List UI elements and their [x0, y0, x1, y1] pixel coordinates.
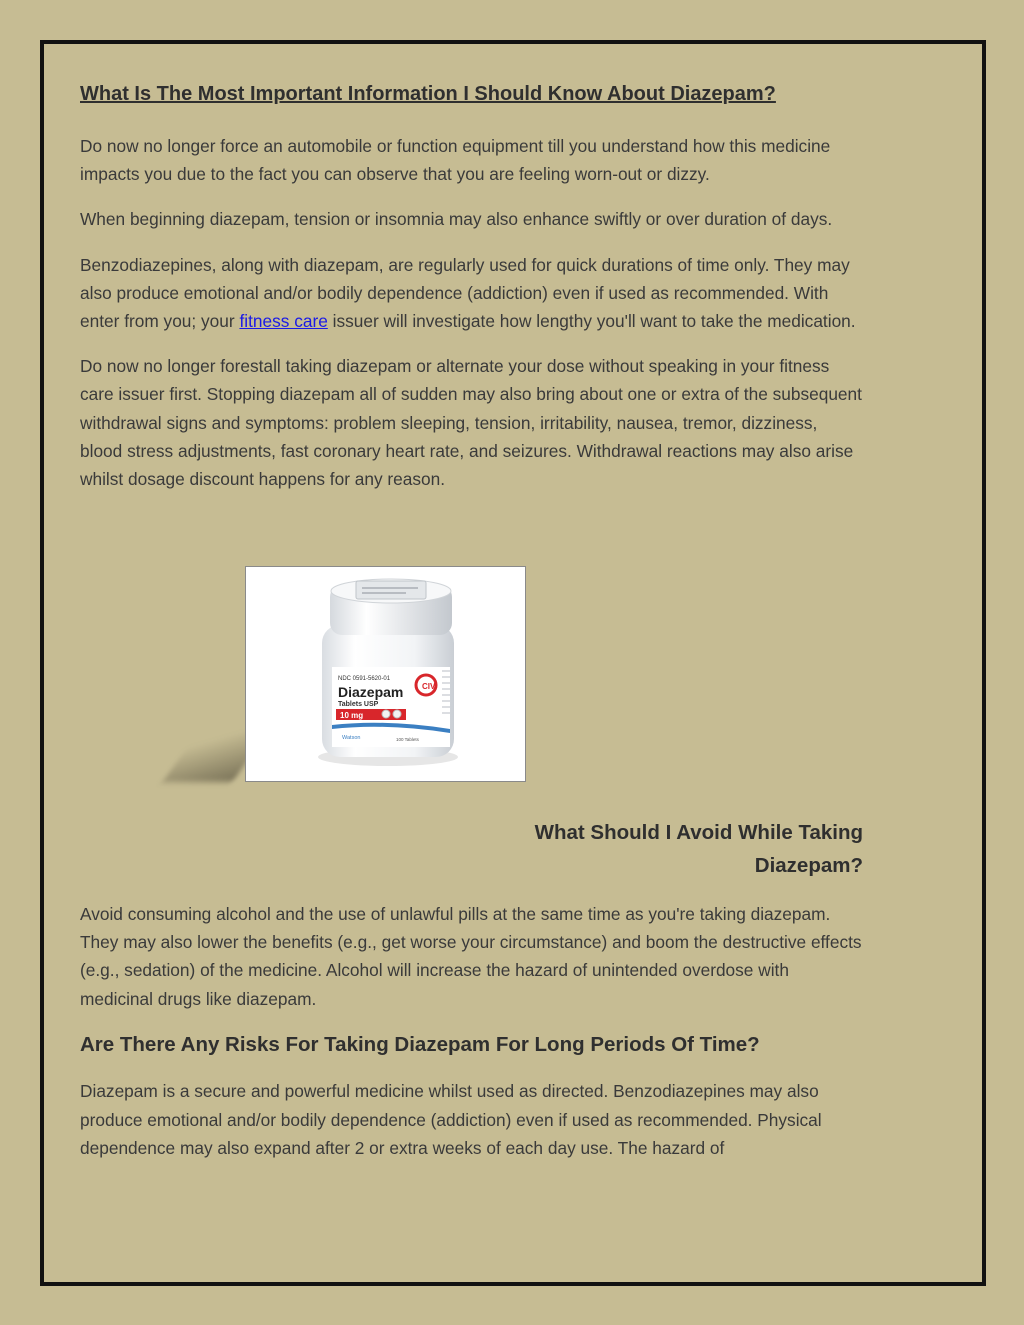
- paragraph-dependence: [80, 251, 863, 336]
- heading-important-information: What Is The Most Important Information I Should Know About Diazepam?: [80, 83, 776, 105]
- heading-long-term-risks: Are There Any Risks For Taking Diazepam For Long Periods Of Time?: [80, 1032, 760, 1056]
- pill-bottle-illustration: [246, 567, 526, 782]
- paragraph-driving-warning: Do now no longer force an automobile or function equipment till you understand how this medicine impacts you due to the fact you can observe that you are feeling worn-out or dizzy.: [80, 136, 831, 185]
- heading-what-to-avoid-line1: What Should I Avoid While Taking: [534, 821, 863, 844]
- bottle-brand-text: Diazepam: [338, 684, 404, 700]
- paragraph-withdrawal: Do now no longer forestall taking diazepam or alternate your dose without speaking in your fitness care issuer first. Stopping diazepam all of sudden may also bring about one or extra of the subsequent withdrawal signs and symptoms: problem sleeping, tension, irritability, nausea, tremor, dizziness, blood stress adjustments, fast coronary heart rate, and seizures. Withdrawal reactions may also arise whilst dosage discount happens for any reason.: [80, 356, 862, 490]
- diazepam-bottle-image: [245, 566, 526, 782]
- bottle-ndc-text: NDC 0591-5620-01: [338, 676, 391, 682]
- bottle-count-text: 100 Tablets: [396, 737, 419, 742]
- paragraph-dependence-text-1: Benzodiazepines, along with diazepam, are regularly used for quick durations of time only. They may also produce emotional and/or bodily dependence (addiction) even if used as recommended. With enter from you; your: [80, 254, 850, 332]
- paragraph-long-term-risks: Diazepam is a secure and powerful medicine whilst used as directed. Benzodiazepines may also produce emotional and/or bodily dependence (addiction) even if used as recommended. Physical dependence may also expand after 2 or extra weeks of each day use. The hazard of: [80, 1081, 822, 1158]
- bottle-strength-text: 10 mg: [340, 711, 364, 720]
- bottle-subtitle-text: Tablets USP: [338, 701, 379, 708]
- paragraph-dependence-text-2: issuer will investigate how lengthy you'll want to take the medication.: [327, 311, 856, 332]
- bottle-schedule-text: CIV: [422, 682, 436, 691]
- fitness-care-link[interactable]: fitness care: [239, 311, 328, 332]
- lower-section: [80, 900, 863, 1162]
- bottle-maker-text: Watson: [342, 735, 361, 741]
- paragraph-anxiety-insomnia: When beginning diazepam, tension or insomnia may also enhance swiftly or over duration of days.: [80, 209, 833, 230]
- document-content: [80, 82, 863, 1158]
- heading-what-to-avoid-line2: Diazepam?: [754, 854, 863, 877]
- paragraph-avoid-alcohol: Avoid consuming alcohol and the use of unlawful pills at the same time as you're taking diazepam. They may also lower the benefits (e.g., get worse your circumstance) and boom the destructive effects (e.g., sedation) of the medicine. Alcohol will increase the hazard of unintended overdose with medicinal drugs like diazepam.: [80, 904, 862, 1009]
- heading-what-to-avoid: [535, 816, 863, 882]
